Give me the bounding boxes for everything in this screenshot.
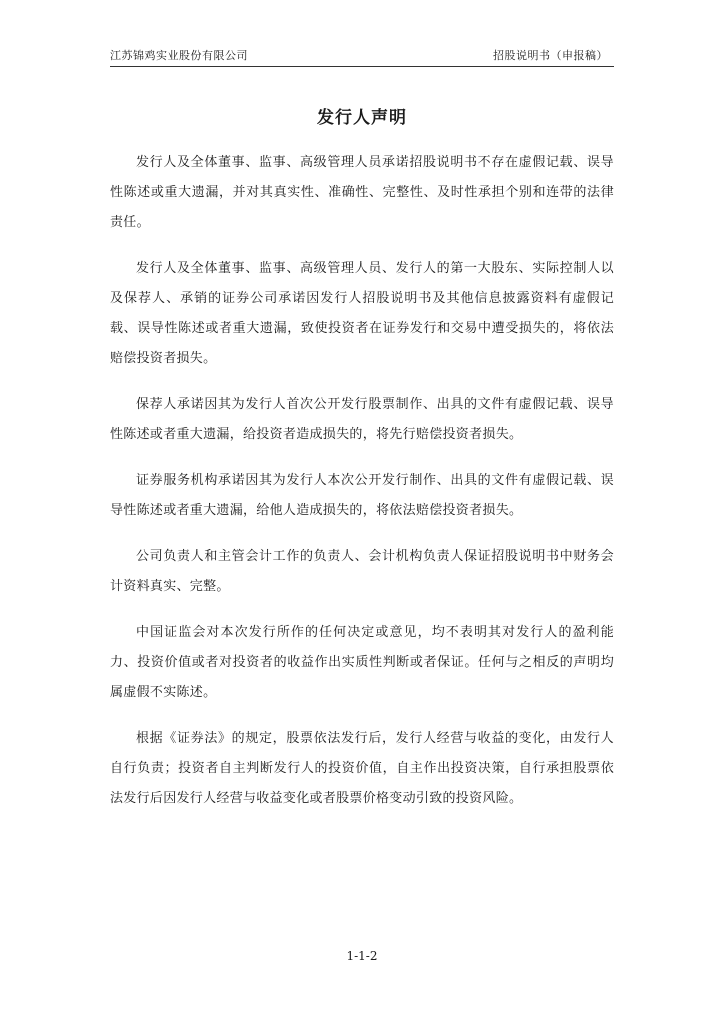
page-title: 发行人声明	[317, 108, 407, 128]
page-number: 1-1-2	[346, 949, 378, 963]
paragraph: 证券服务机构承诺因其为发行人本次公开发行制作、出具的文件有虚假记载、误导性陈述或者重大遗漏，给他人造成损失的，将依法赔偿投资者损失。	[110, 473, 614, 518]
paragraph: 保荐人承诺因其为发行人首次公开发行股票制作、出具的文件有虚假记载、误导性陈述或者重大遗漏，给投资者造成损失的，将先行赔偿投资者损失。	[110, 397, 614, 442]
page-header	[110, 48, 614, 67]
header-company-name: 江苏锦鸡实业股份有限公司	[110, 49, 248, 62]
paragraph: 发行人及全体董事、监事、高级管理人员、发行人的第一大股东、实际控制人以及保荐人、承销的证券公司承诺因发行人招股说明书及其他信息披露资料有虚假记载、误导性陈述或者重大遗漏，致使投资者在证券发行和交易中遭受损失的，将依法赔偿投资者损失。	[110, 261, 614, 366]
paragraph: 根据《证券法》的规定，股票依法发行后，发行人经营与收益的变化，由发行人自行负责；投资者自主判断发行人的投资价值，自主作出投资决策，自行承担股票依法发行后因发行人经营与收益变化或者股票价格变动引致的投资风险。	[110, 731, 614, 806]
header-document-type: 招股说明书（申报稿）	[493, 49, 608, 62]
paragraph: 公司负责人和主管会计工作的负责人、会计机构负责人保证招股说明书中财务会计资料真实、完整。	[110, 549, 614, 594]
paragraph: 中国证监会对本次发行所作的任何决定或意见，均不表明其对发行人的盈利能力、投资价值或者对投资者的收益作出实质性判断或者保证。任何与之相反的声明均属虚假不实陈述。	[110, 625, 614, 700]
paragraph: 发行人及全体董事、监事、高级管理人员承诺招股说明书不存在虚假记载、误导性陈述或重大遗漏，并对其真实性、准确性、完整性、及时性承担个别和连带的法律责任。	[110, 155, 614, 230]
statement-body	[110, 148, 614, 830]
